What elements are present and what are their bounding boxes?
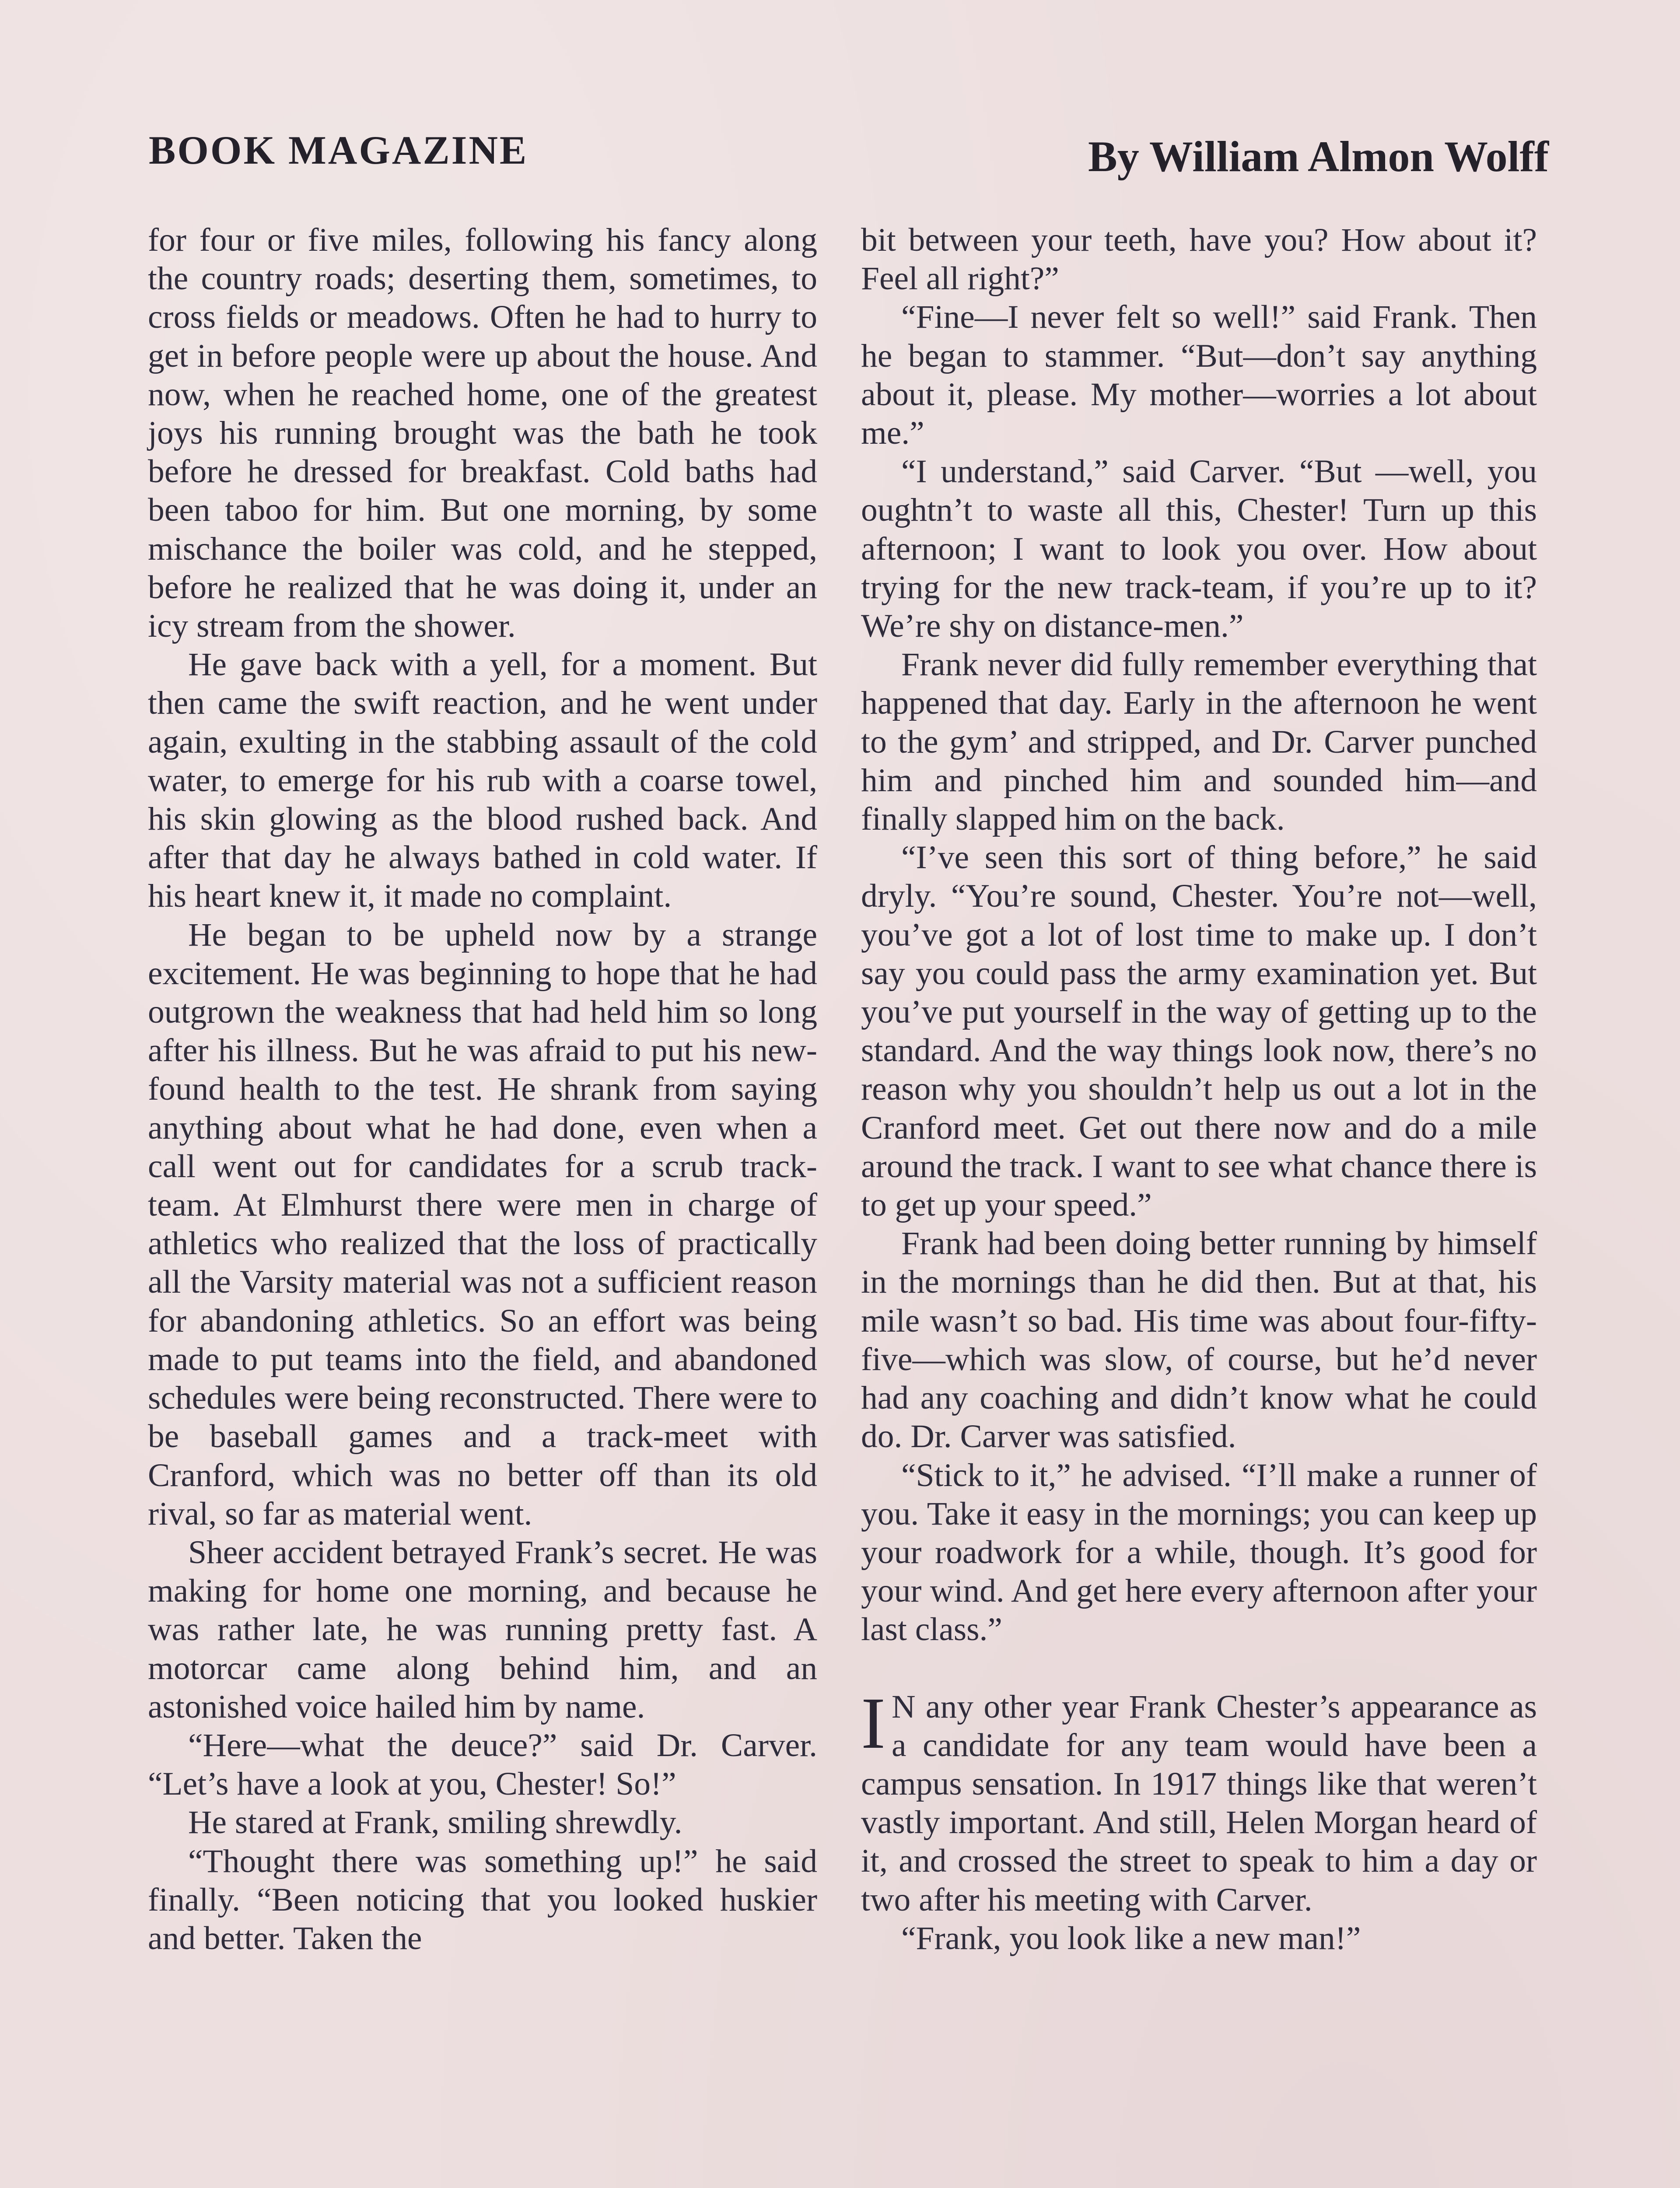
paragraph: Sheer accident betrayed Frank’s secret. He was making for home one morning, and because he was rather late, he was running pretty fast. A motorcar came along behind him, and an astonished voice hailed him by name. xyxy=(148,1534,817,1725)
paragraph: “I understand,” said Carver. “But —well, you oughtn’t to waste all this, Chester! Turn up this afternoon; I want to look you over. How about trying for the new track-team, if you’re up to it? We’re shy on distance-men.” xyxy=(861,453,1537,645)
left-text-column xyxy=(148,221,817,1958)
section-opening-paragraph xyxy=(861,1682,1537,1919)
paragraph: “Stick to it,” he advised. “I’ll make a runner of you. Take it easy in the mornings; you can keep up your roadwork for a while, though. It’s good for your wind. And get here every afternoon after your last class.” xyxy=(861,1457,1537,1648)
paragraph: He began to be upheld now by a strange excitement. He was beginning to hope that he had outgrown the weakness that had held him so long after his illness. But he was afraid to put his new-found health to the test. He shrank from saying anything about what he had done, even when a call went out for candidates for a scrub track-team. At Elmhurst there were men in charge of athletics who realized that the loss of practically all the Varsity material was not a sufficient reason for abandoning athletics. So an effort was being made to put teams into the field, and abandoned schedules were being reconstructed. There were to be baseball games and a track-meet with Cranford, which was no better off than its old rival, so far as material went. xyxy=(148,916,817,1532)
paragraph: “Thought there was something up!” he said finally. “Been noticing that you looked huskier and better. Taken the xyxy=(148,1843,817,1957)
section-opening-text: N any other year Frank Chester’s appearance as a candidate for any team would have been a campus sensation. In 1917 things like that weren’t vastly important. And still, Helen Morgan heard of it, and crossed the street to speak to him a day or two after his meeting with Carver. xyxy=(861,1688,1537,1918)
paragraph: for four or five miles, following his fancy along the country roads; deserting them, sometimes, to cross fields or meadows. Often he had to hurry to get in before people were up about the house. And now, when he reached home, one of the greatest joys his running brought was the bath he took before he dressed for breakfast. Cold baths had been taboo for him. But one morning, by some mischance the boiler was cold, and he stepped, before he realized that he was doing it, under an icy stream from the shower. xyxy=(148,222,817,645)
paragraph: “Here—what the deuce?” said Dr. Carver. “Let’s have a look at you, Chester! So!” xyxy=(148,1727,817,1802)
paragraph: He stared at Frank, smiling shrewdly. xyxy=(188,1804,682,1841)
paragraph: Frank had been doing better running by himself in the mornings than he did then. But at that, his mile wasn’t so bad. His time was about four-fifty-five—which was slow, of course, but he’d never had any coaching and didn’t know what he could do. Dr. Carver was satisfied. xyxy=(861,1225,1537,1455)
paragraph: Frank never did fully remember everything that happened that day. Early in the afternoon he went to the gym’ and stripped, and Dr. Carver punched him and pinched him and sounded him—and finally slapped him on the back. xyxy=(861,646,1537,838)
magazine-title: BOOK MAGAZINE xyxy=(149,128,528,172)
author-byline: By William Almon Wolff xyxy=(1088,132,1549,181)
right-text-column xyxy=(861,221,1537,1958)
paragraph-continuation: bit between your teeth, have you? How about it? Feel all right?” xyxy=(861,222,1537,297)
paragraph: “Fine—I never felt so well!” said Frank. Then he began to stammer. “But—don’t say anything about it, please. My mother—worries a lot about me.” xyxy=(861,299,1537,452)
paragraph: “Frank, you look like a new man!” xyxy=(901,1920,1361,1957)
paragraph: He gave back with a yell, for a moment. But then came the swift reaction, and he went under again, exulting in the stabbing assault of the cold water, to emerge for his rub with a coarse towel, his skin glowing as the blood rushed back. And after that day he always bathed in cold water. If his heart knew it, it made no complaint. xyxy=(148,646,817,915)
drop-cap-letter: I xyxy=(861,1682,886,1764)
paragraph: “I’ve seen this sort of thing before,” he said dryly. “You’re sound, Chester. You’re not—well, you’ve got a lot of lost time to make up. I don’t say you could pass the army examination yet. But you’ve put yourself in the way of getting up to the standard. And the way things look now, there’s no reason why you shouldn’t help us out a lot in the Cranford meet. Get out there now and do a mile around the track. I want to see what chance there is to get up your speed.” xyxy=(861,839,1537,1224)
